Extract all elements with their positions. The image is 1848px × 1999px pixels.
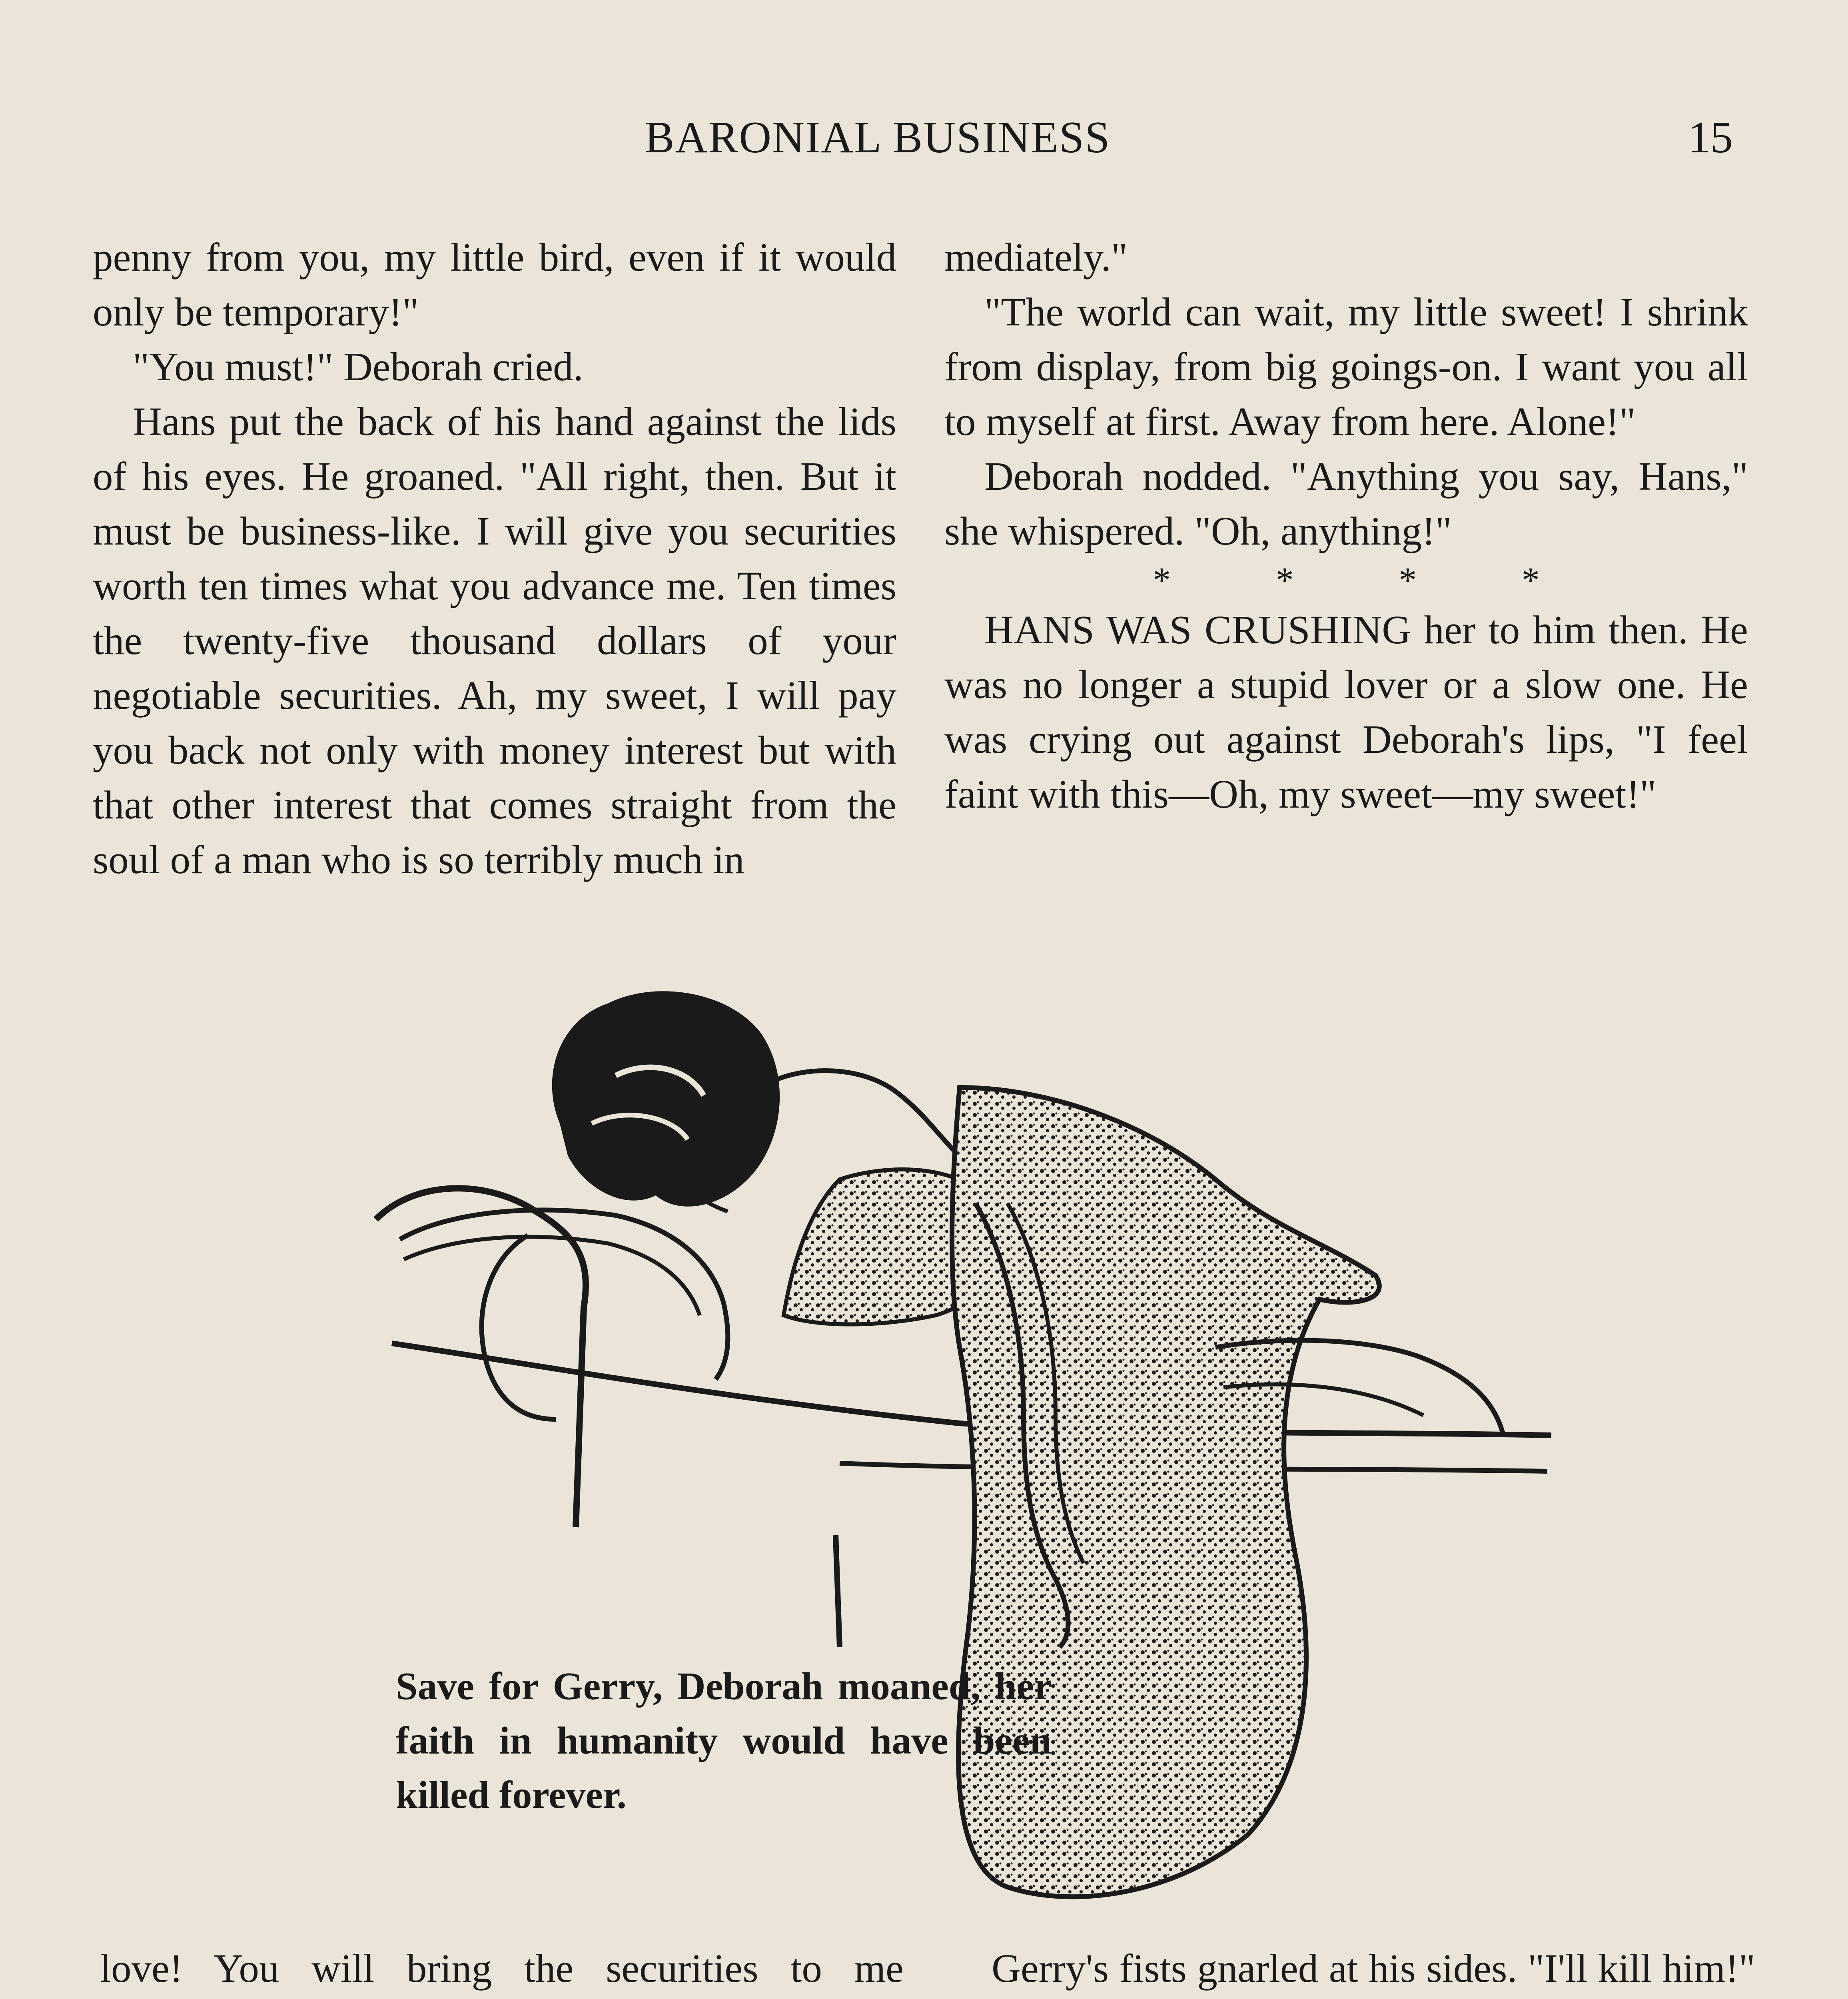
section-lead-in: HANS WAS CRUSHING [984, 607, 1411, 652]
paragraph: mediately." [944, 235, 1128, 279]
illustration-caption: Save for Gerry, Deborah moaned, her faith in humanity would have been killed forever. [396, 1665, 1052, 1817]
text-column-bottom-left [100, 1941, 904, 1999]
running-title: BARONIAL BUSINESS [645, 113, 1111, 162]
section-break: * * * * [1153, 561, 1588, 600]
paragraph: love! You will bring the securities to me [100, 1946, 904, 1991]
text-column-bottom-right [952, 1941, 1755, 1999]
page-header [0, 112, 1848, 184]
page-number: 15 [1688, 113, 1733, 162]
sofa-front [836, 1535, 840, 1647]
paragraph: Gerry's fists gnarled at his sides. "I'll kill him!" [992, 1946, 1755, 1991]
paragraph: Deborah nodded. "Anything you say, Hans," she whispered. "Oh, anything!" [944, 454, 1748, 553]
paragraph: penny from you, my little bird, even if it would only be temporary!" [93, 235, 896, 334]
paragraph [944, 602, 1748, 822]
paragraph: "You must!" Deborah cried. [133, 344, 583, 389]
hair [552, 991, 780, 1207]
text-column-top-right [944, 230, 1748, 822]
shoulder [768, 1071, 968, 1163]
text-column-top-left [93, 230, 896, 887]
paragraph: "The world can wait, my little sweet! I shrink from display, from big goings-on. I want you all to myself at first. Away from here. Alone!" [944, 289, 1748, 444]
paragraph: Hans put the back of his hand against the lids of his eyes. He groaned. "All right, then. But it must be business-like. I will give you securities worth ten times what you advance me. Ten times the twenty-five thousand dollars of your negotiable securities. Ah, my sweet, I will pay you back not only with money interest but with that other interest that comes straight from the soul of a man who is so terribly much in [93, 399, 896, 882]
paragraph-text: her to him then. He was no longer a stupid lover or a slow one. He was crying out against Deborah's lips, "I feel faint with this—Oh, my sweet—my sweet!" [944, 607, 1748, 816]
